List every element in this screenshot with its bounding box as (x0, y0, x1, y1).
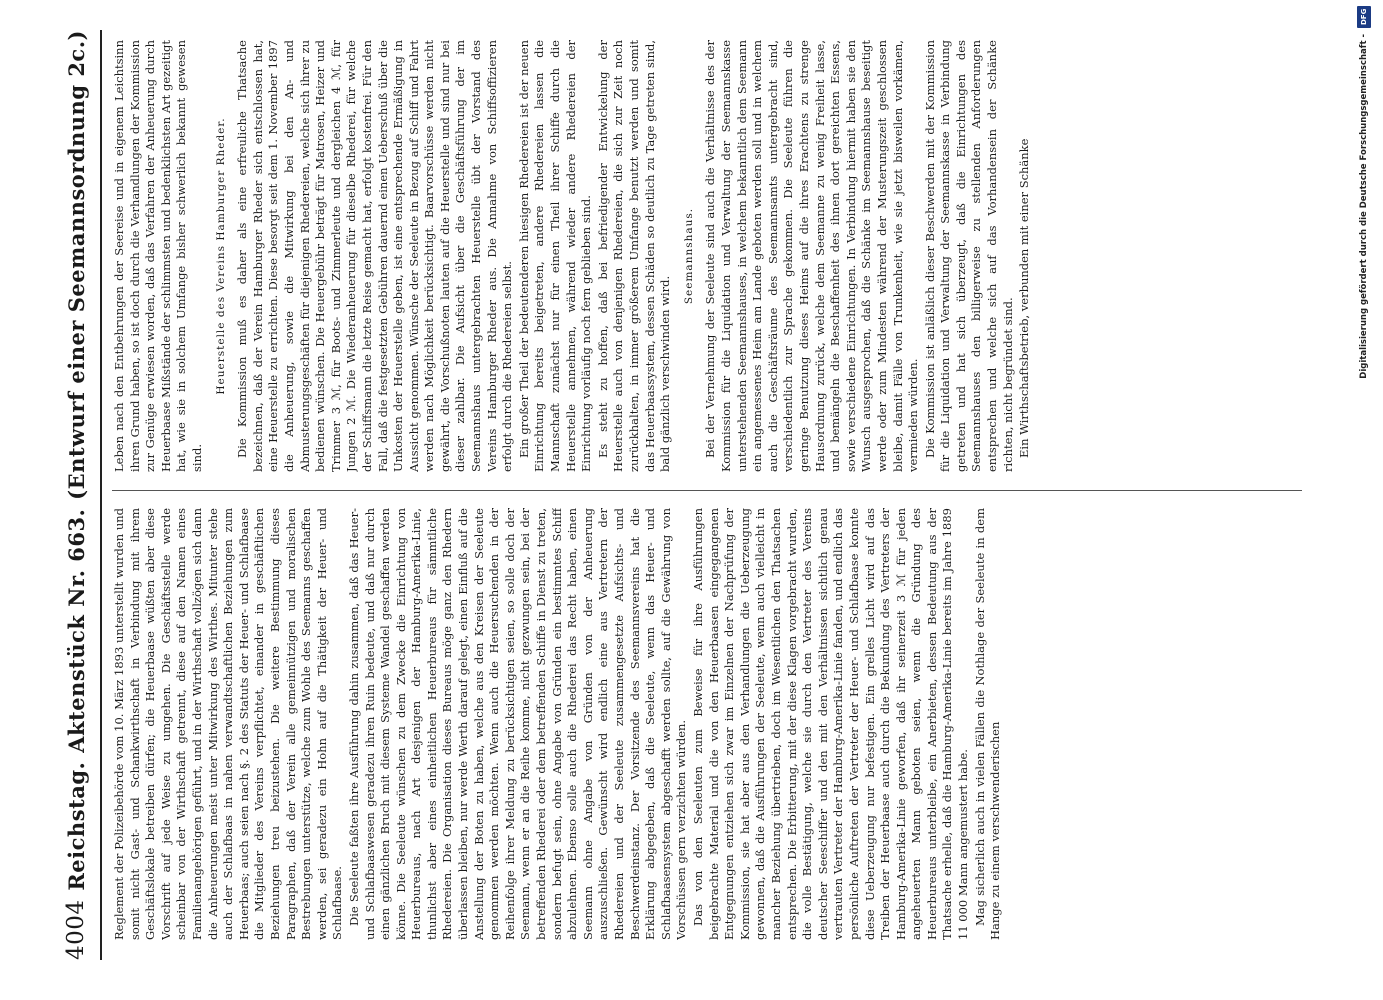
paragraph: Mag sicherlich auch in vielen Fällen die Nothlage der Seeleute in dem Hange zu einem verschwenderischen (972, 508, 1003, 940)
paragraph: Die Kommission ist anläßlich dieser Beschwerden mit der Kommission für die Liquidation und Verwaltung der Seemannskasse in Verbindung getreten und hat sich überzeugt, daß die Einrichtungen des Seemannshauses den billigerweise zu stellenden Anforderungen entsprechen und welche sich auf das Vorhandensein der Schänke richten, nicht begründet sind. (922, 40, 1015, 472)
paragraph: Es steht zu hoffen, daß bei befriedigender Entwickelung der Heuerstelle auch von denjenigen Rhedereien, die sich zur Zeit noch zurückhalten, in immer größerem Umfange benutzt werden und somit das Heuerbaassystem, dessen Schäden so deutlich zu Tage getreten sind, bald gänzlich verschwinden wird. (595, 40, 673, 472)
paragraph: Ein großer Theil der bedeutenderen hiesigen Rhedereien ist der neuen Einrichtung bereits beigetreten, andere Rhedereien lassen die Mannschaft zunächst nur für einen Theil ihrer Schiffe durch die Heuerstelle annehmen, während wieder andere Rhedereien der Einrichtung vorläufig noch fern geblieben sind. (516, 40, 594, 472)
section-heading: Heuerstelle des Vereins Hamburger Rheder. (214, 117, 227, 395)
paragraph: Die Kommission muß es daher als eine erfreuliche Thatsache bezeichnen, daß der Verein Hamburger Rheder sich entschlossen hat, eine Heuerstelle zu errichten. Diese besorgt seit dem 1. November 1897 die Anheuerung, sowie die Mitwirkung bei den An- und Abmusterungsgeschäften für diejenigen Rhedereien, welche sich ihrer zu bedienen wünschen. Die Heuergebühr beträgt für Matrosen, Heizer und Trimmer 3 ℳ, für Boots- und Zimmerleute und dergleichen 4 ℳ, für Jungen 2 ℳ. Die Wiederanheuerung für dieselbe Rhederei, für welche der Schiffsmann die letzte Reise gemacht hat, erfolgt kostenfrei. Für den Fall, daß die festgesetzten Gebühren dauernd einen Ueberschuß über die Unkosten der Heuerstelle geben, ist eine entsprechende Ermäßigung in Aussicht genommen. Wünsche der Seeleute in Bezug auf Schiff und Fahrt werden nach Möglichkeit berücksichtigt. Baarvorschüsse werden nicht gewährt, die Vorschußnoten lauten auf die Heuerstelle und sind nur bei dieser zahlbar. Die Aufsicht über die Geschäftsführung der im Seemannshaus untergebrachten Heuerstelle übt der Vorstand des Vereins Hamburger Rheder aus. Die Annahme von Schiffsoffizieren erfolgt durch die Rhedereien selbst. (235, 40, 515, 472)
credit-text: Digitalisierung gefördert durch die Deutsche Forschungsgemeinschaft - (1359, 34, 1369, 379)
header-rule (100, 30, 102, 960)
section-heading: Seemannshaus. (682, 207, 695, 305)
paragraph: Leben nach den Entbehrungen der Seereise und in eigenem Leichtsinn ihren Grund haben, so ist doch durch die Verhandlungen der Kommission zur Genüge erwiesen worden, daß das Verfahren der Anheuerung durch Heuerbaase Mißstände der schlimmsten und bedenklichsten Art gezeitigt hat, wie sie in solchem Umfange bisher schwerlich bekannt gewesen sind. (112, 40, 204, 472)
paragraph: Ein Wirthschaftsbetrieb, verbunden mit einer Schänke (1017, 138, 1032, 458)
dfg-logo: DFG (1357, 6, 1371, 28)
text-columns (112, 40, 1302, 940)
digitization-credit (1353, 6, 1375, 526)
left-column (112, 508, 1302, 940)
paragraph: Bei der Vernehmung der Seeleute sind auch die Verhältnisse des der Kommission für die Liquidation und Verwaltung der Seemannskasse unterstehenden Seemannshauses, in welchem bekanntlich dem Seemann ein angemessenes Heim am Lande geboten werden soll und in welchem auch die Geschäftsräume des Seemannsamts untergebracht sind, verschiedentlich zur Sprache gekommen. Die Seeleute führen die geringe Benutzung dieses Heims auf die ihres Erachtens zu strenge Hausordnung zurück, welche dem Seemanne zu wenig Freiheit lasse, und bemängeln die Beschaffenheit des ihnen dort gereichten Essens, sowie verschiedene Einrichtungen. In Verbindung hiermit haben sie den Wunsch ausgesprochen, daß die Schänke im Seemannshause beseitigt werde oder zum Mindesten während der Musterungszeit geschlossen bleibe, damit Fälle von Trunkenheit, wie sie jetzt bisweilen vorkämen, vermieden würden. (703, 40, 921, 472)
running-head-right: (Entwurf einer Seemannsordnung 2c.) (63, 30, 89, 500)
paragraph: Das von den Seeleuten zum Beweise für ihre Ausführungen beigebrachte Material und die von den Heuerbaasen eingegangenen Entgegnungen entziehen sich zwar im Einzelnen der Nachprüfung der Kommission, sie hat aber aus den Verhandlungen die Ueberzeugung gewonnen, daß die Ausführungen der Seeleute, wenn auch vielleicht in mancher Beziehung übertrieben, doch im Wesentlichen den Thatsachen entsprechen. Die Erbitterung, mit der diese Klagen vorgebracht wurden, die volle Bestätigung, welche sie durch den Vertreter des Vereins deutscher Seeschiffer und den mit den Verhältnissen sichtlich genau vertrauten Vertreter der Hamburg-Amerika-Linie fanden, und endlich das persönliche Auftreten der Vertreter der Heuer- und Schlafbaase konnte diese Ueberzeugung nur befestigen. Ein grelles Licht wird auf das Treiben der Heuerbaase auch durch die Bekundung des Vertreters der Hamburg-Amerika-Linie geworfen, daß ihr seinerzeit 3 ℳ für jeden angeheuerten Mann geboten seien, wenn die Gründung des Heuerbureaus unterbleibe, ein Anerbieten, dessen Bedeutung aus der Thatsache erhelle, daß die Hamburg-Amerika-Linie bereits im Jahre 1889 11 000 Mann angemustert habe. (690, 508, 971, 940)
paragraph: Die Seeleute faßten ihre Ausführung dahin zusammen, daß das Heuer- und Schlafbaaswesen geradezu ihren Ruin bedeute, und daß nur durch einen gänzlichen Bruch mit diesem Systeme Wandel geschaffen werden könne. Die Seeleute wünschen zu dem Zwecke die Einrichtung von Heuerbureaus, nach Art desjenigen der Hamburg-Amerika-Linie, thunlichst aber eines einheitlichen Heuerbureaus für sämmtliche Rhedereien. Die Organisation dieses Bureaus möge ganz den Rhedern überlassen bleiben, nur werde Werth darauf gelegt, einen Einfluß auf die Anstellung der Boten zu haben, welche aus den Kreisen der Seeleute genommen werden möchten. Wenn auch die Heuersuchenden in der Reihenfolge ihrer Meldung zu berücksichtigen seien, so solle doch der Seemann, wenn er an die Reihe komme, nicht gezwungen sein, bei der betreffenden Rhederei oder dem betreffenden Schiffe in Dienst zu treten, sondern befugt sein, ohne Angabe von Gründen ein bestimmtes Schiff abzulehnen. Ebenso solle auch die Rhederei das Recht haben, einen Seemann ohne Angabe von Gründen von der Anheuerung auszuschließen. Gewünscht wird endlich eine aus Vertretern der Rhedereien und der Seeleute zusammengesetzte Aufsichts- und Beschwerdeinstanz. Der Vorsitzende des Seemannsvereins hat die Erklärung abgegeben, daß die Seeleute, wenn das Heuer- und Schlafbaasensystem abgeschafft werden sollte, auf die Gewährung von Vorschüssen gern verzichten würden. (346, 508, 689, 940)
right-column (112, 40, 1302, 472)
running-head-center: Aktenstück Nr. 663. (63, 508, 89, 753)
paragraph: Reglement der Polizeibehörde vom 10. März 1893 unterstellt wurden und somit nicht Gast- und Schankwirthschaft in Verbindung mit ihrem Geschäftslokale betreiben dürfen; die Heuerbaase wüßten aber diese Vorschrift auf jede Weise zu umgehen. Die Geschäftsstelle werde scheinbar von der Wirthschaft getrennt, diese auf den Namen eines Familienangehörigen geführt, und in der Wirthschaft vollzögen sich dann die Anheuerungen meist unter Mitwirkung des Wirthes. Mitunter stehe auch der Schlafbaas in nahen verwandtschaftlichen Beziehungen zum Heuerbaas; auch seien nach §. 2 des Statuts der Heuer- und Schlafbaase die Mitglieder des Vereins verpflichtet, einander in geschäftlichen Beziehungen treu beizustehen. Die weitere Bestimmung dieses Paragraphen, daß der Verein alle gemeinnützigen und moralischen Bestrebungen unterstütze, welche zum Wohle des Seemanns geschaffen werden, sei geradezu ein Hohn auf die Thätigkeit der Heuer- und Schlafbaase. (112, 508, 345, 940)
running-head-left: Reichstag. (63, 761, 89, 891)
page-number: 4004 (63, 899, 89, 960)
running-header (56, 30, 96, 960)
